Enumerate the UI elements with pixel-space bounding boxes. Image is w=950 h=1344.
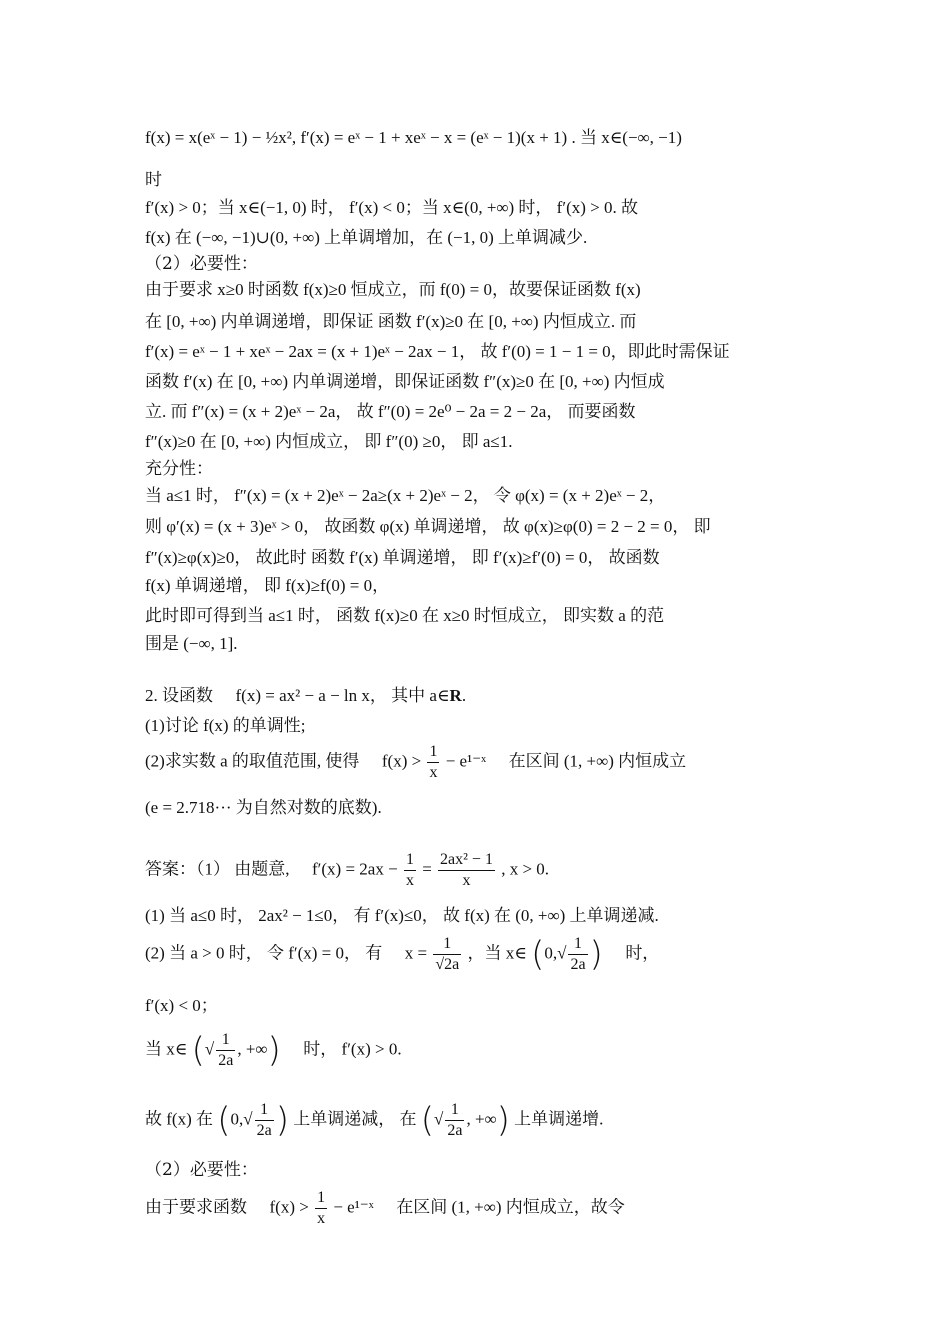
- case-2-result: f′(x) < 0；: [145, 996, 218, 1015]
- fraction-1-over-2a: $\frac{1}{2a}$: [256, 1101, 272, 1139]
- case-3-lead: 当: [145, 1039, 162, 1059]
- fraction-1-over-x: $\frac{1}{x}$: [405, 851, 414, 889]
- interval-end: , +∞: [237, 1039, 268, 1059]
- reals-symbol: R: [449, 686, 462, 705]
- interval-end: , +∞: [466, 1109, 497, 1129]
- text-line-11: f″(x)≥0 在 [0, +∞) 内恒成立， 即 f″(0) ≥0， 即 a≤1.: [145, 432, 513, 451]
- last-line: [145, 1188, 810, 1244]
- text-line-12: 充分性：: [145, 459, 213, 479]
- function-definition: f(x) = ax² − a − ln x， 其中 a∈: [235, 686, 450, 705]
- text-line-8: f′(x) = eˣ − 1 + xeˣ − 2ax = (x + 1)eˣ − 2ax − 1， 故 f′(0) = 1 − 1 = 0，即此时需保证: [145, 342, 730, 361]
- text-line-14: 则 φ′(x) = (x + 3)eˣ > 0， 故函数 φ(x) 单调递增， 故 φ(x)≥φ(0) = 2 − 2 = 0， 即: [145, 517, 711, 536]
- period: .: [544, 859, 550, 879]
- text-line-13: 当 a≤1 时， f″(x) = (x + 2)eˣ − 2a≥(x + 2)eˣ − 2， 令 φ(x) = (x + 2)eˣ − 2，: [145, 486, 666, 505]
- fraction-1-over-x: $\frac{1}{x}$: [429, 743, 438, 781]
- conclusion-lead: 故 f(x) 在: [145, 1109, 213, 1129]
- text-line-17: 此时即可得到当 a≤1 时， 函数 f(x)≥0 在 x≥0 时恒成立， 即实数 a 的范: [145, 606, 665, 625]
- text-line-6: 由于要求 x≥0 时函数 f(x)≥0 恒成立，而 f(0) = 0，故要保证函数 f(x): [145, 280, 641, 299]
- text-line-10: 立. 而 f″(x) = (x + 2)eˣ − 2a， 故 f″(0) = 2e⁰ − 2a = 2 − 2a， 而要函数: [145, 402, 636, 421]
- case-2: (2) 当 a > 0 时， 令 f′(x) = 0， 有 x = $\frac{1}{√2a}$ ，当 x∈ (0,√ $\frac{1}{2a}$ ) 时，: [145, 934, 660, 975]
- derivative-lhs: f′(x) = 2ax −: [312, 859, 398, 879]
- answer-lead: 答案：（1） 由题意,: [145, 859, 290, 879]
- text-line-1: f(x) = x(eˣ − 1) − ½x², f′(x) = eˣ − 1 + xeˣ − x = (eˣ − 1)(x + 1) . 当 x∈(−∞, −1): [145, 128, 682, 147]
- fraction-derivative: $\frac{\text{2ax² − 1}}{x}$: [440, 851, 493, 889]
- inequality-lhs: f(x) >: [381, 751, 422, 771]
- interval-text: 在区间 (1, +∞) 内恒成立: [508, 751, 687, 771]
- case-3-result: 时， f′(x) > 0.: [303, 1039, 402, 1059]
- fraction-1-over-2a: $\frac{1}{2a}$: [570, 935, 586, 973]
- case-1: (1) 当 a≤0 时， 2ax² − 1≤0， 有 f′(x)≤0， 故 f(x) 在 (0, +∞) 上单调递减.: [145, 906, 659, 925]
- exp-term: − e¹⁻ˣ: [333, 1197, 374, 1217]
- text-line-3: f′(x) > 0；当 x∈(−1, 0) 时， f′(x) < 0；当 x∈(0, +∞) 时， f′(x) > 0. 故: [145, 198, 638, 217]
- question-2-part-1: (1)讨论 f(x) 的单调性;: [145, 716, 306, 735]
- text-line-9: 函数 f′(x) 在 [0, +∞) 内单调递增，即保证函数 f″(x)≥0 在 [0, +∞) 内恒成: [145, 372, 665, 391]
- fraction-root: $\frac{1}{√2a}$: [435, 935, 460, 973]
- x-equals: x =: [404, 943, 428, 963]
- increasing-text: 上单调递增.: [514, 1109, 604, 1129]
- text-line-5: （2）必要性：: [145, 254, 258, 274]
- part-2-lead: (2)求实数 a 的取值范围, 使得: [145, 751, 360, 771]
- necessity-heading: （2）必要性：: [145, 1160, 258, 1180]
- inequality-lhs: f(x) >: [269, 1197, 309, 1217]
- question-2-part-2: [145, 742, 810, 798]
- case-2-time: 时，: [625, 943, 660, 963]
- case-3: 当 x∈ (√ $\frac{1}{2a}$ , +∞) 时， f′(x) > 0.: [145, 1030, 402, 1071]
- interval-start: 0,: [230, 1109, 244, 1129]
- text-line-7: 在 [0, +∞) 内单调递增，即保证 函数 f′(x)≥0 在 [0, +∞) 内恒成立. 而: [145, 312, 637, 331]
- text-line-2: 时: [145, 170, 162, 190]
- equals-sign: =: [422, 859, 432, 879]
- interval-start: 0,: [544, 943, 558, 963]
- text-line-16: f(x) 单调递增， 即 f(x)≥f(0) = 0，: [145, 576, 390, 595]
- fraction-1-over-2a: $\frac{1}{2a}$: [218, 1031, 234, 1069]
- question-2-stem: [145, 684, 810, 708]
- x-in: x∈: [166, 1039, 188, 1059]
- exp-term: − e¹⁻ˣ: [445, 751, 487, 771]
- answer-derivative: [145, 850, 810, 902]
- question-2-note: (e = 2.718··· 为自然对数的底数).: [145, 798, 382, 817]
- fraction-1-over-2a: $\frac{1}{2a}$: [447, 1101, 463, 1139]
- monotonic-conclusion: 故 f(x) 在 (0,√ $\frac{1}{2a}$ ) 上单调递减， 在 (√ $\frac{1}{2a}$ , +∞) 上单调递增.: [145, 1100, 604, 1141]
- decreasing-text: 上单调递减， 在: [293, 1109, 417, 1129]
- question-2-number: 2. 设函数: [145, 686, 213, 705]
- fraction-1-over-x: $\frac{1}{x}$: [317, 1189, 326, 1227]
- last-tail: 在区间 (1, +∞) 内恒成立，故令: [396, 1197, 625, 1217]
- case-2-when: ，当: [467, 943, 502, 963]
- domain-condition: , x > 0: [501, 859, 545, 879]
- case-2-lead: (2) 当 a > 0 时， 令 f′(x) = 0， 有: [145, 943, 383, 963]
- period: .: [461, 686, 467, 705]
- text-line-15: f″(x)≥φ(x)≥0， 故此时 函数 f′(x) 单调递增， 即 f′(x)≥f′(0) = 0， 故函数: [145, 548, 660, 567]
- text-line-4: f(x) 在 (−∞, −1)∪(0, +∞) 上单调增加，在 (−1, 0) 上单调减少.: [145, 228, 588, 247]
- last-lead: 由于要求函数: [145, 1197, 247, 1217]
- text-line-18: 围是 (−∞, 1].: [145, 634, 238, 653]
- x-in: x∈: [505, 943, 527, 963]
